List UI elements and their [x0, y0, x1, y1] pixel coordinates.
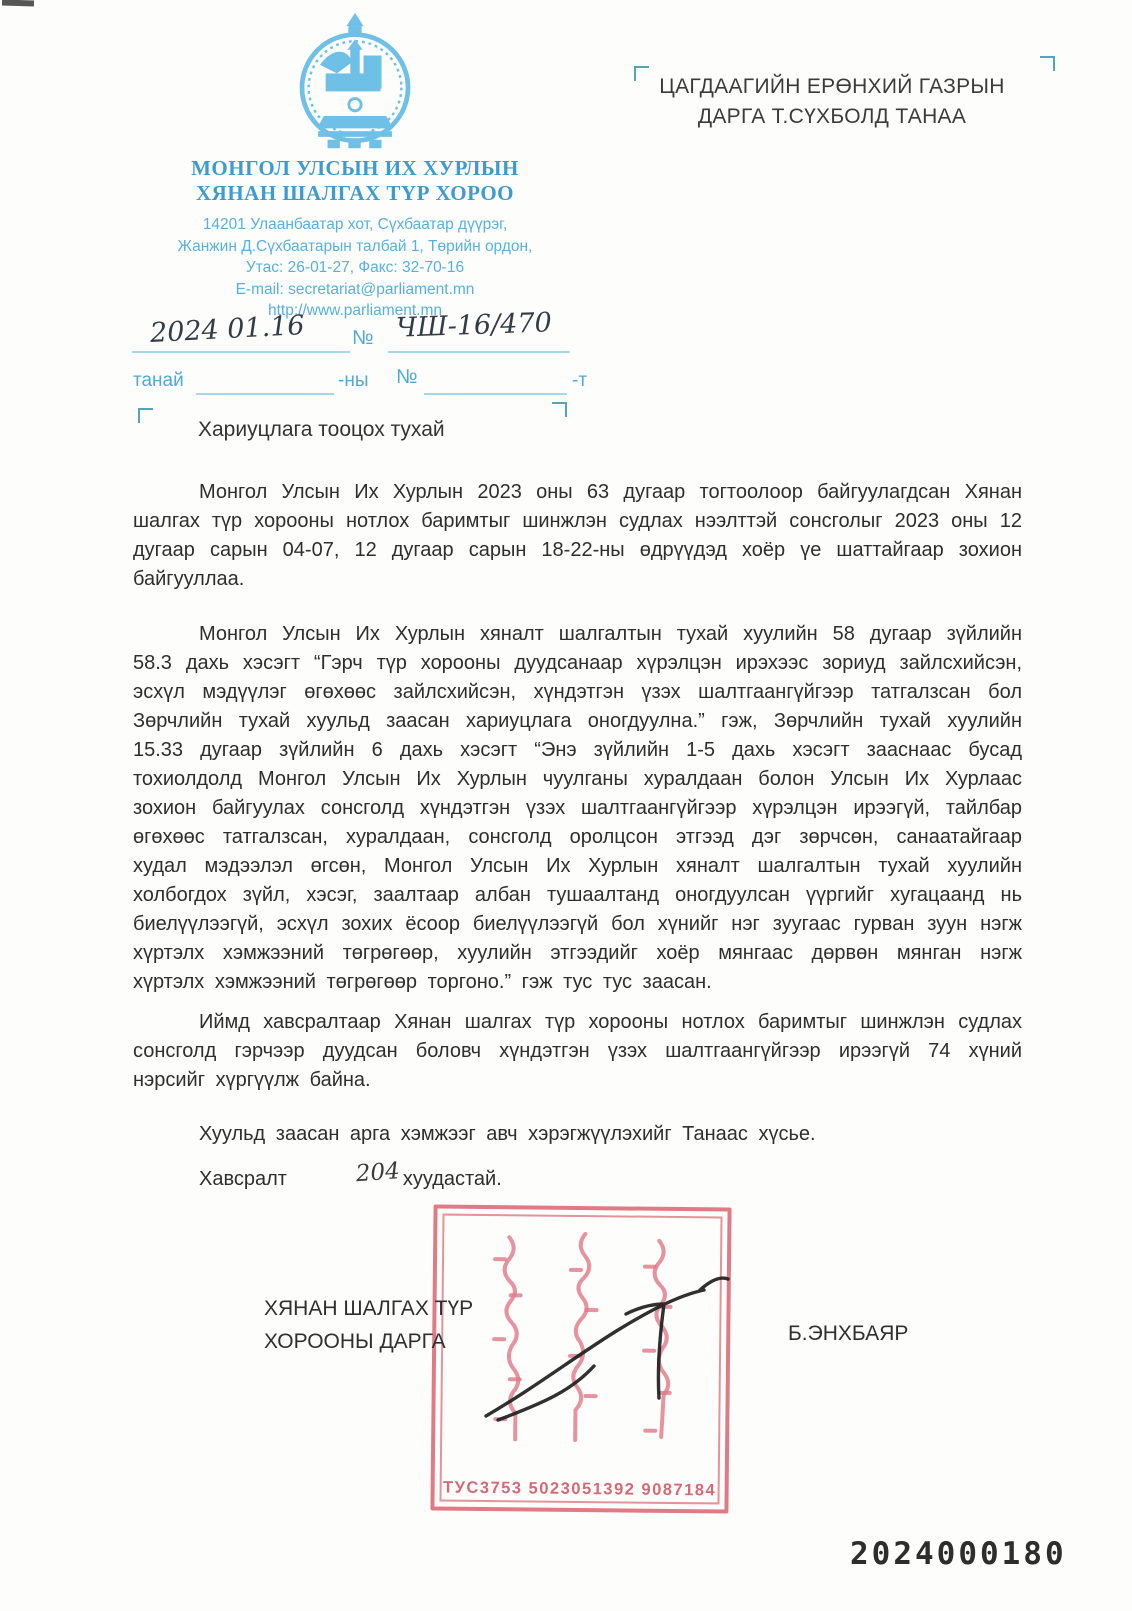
- handwritten-page-count: 204: [354, 1158, 401, 1188]
- subject-bracket-left-icon: [138, 408, 153, 423]
- number-sign-2: №: [396, 366, 418, 388]
- recipient-bracket-right-icon: [1040, 56, 1055, 71]
- body-paragraph-3: Иймд хавсралтаар Хянан шалгах түр хорооны нотлох баримтыг шинжлэн судлах сонсголд гэрчээр дуудсан боловч хүндэтгэн үзэх шалтгаангүйгээр ирээгүй 74 хүний нэрсийг хүргүүлж байна.: [133, 1011, 1022, 1091]
- subject-line: Хариуцлага тооцох тухай: [198, 418, 445, 441]
- your-blank-line: [196, 393, 334, 395]
- signer-title-line1: ХЯНАН ШАЛГАХ ТҮР: [264, 1297, 474, 1320]
- parliament-emblem-icon: [284, 10, 426, 152]
- number-blank-line: [424, 393, 567, 395]
- signer-name: Б.ЭНХБАЯР: [788, 1322, 909, 1345]
- stamp-serial-number: ТУС3753 5023051392 9087184: [442, 1478, 717, 1500]
- address-line2: Жанжин Д.Сүхбаатарын талбай 1, Төрийн ордон,: [177, 237, 533, 255]
- ref-underline: [388, 351, 570, 353]
- registration-number: 2024000180: [850, 1536, 1067, 1572]
- recipient-line2: ДАРГА Т.СҮХБОЛД ТАНАА: [697, 105, 967, 128]
- letterhead-address: [115, 214, 595, 322]
- body-paragraph-1: Монгол Улсын Их Хурлын 2023 оны 63 дугаар тогтоолоор байгуулагдсан Хянан шалгах түр хорооны нотлох баримтыг шинжлэн судлах нээлттэй сонсголыг 2023 оны 12 дугаар сарын 04-07, 12 дугаар сарын 18-22-ны өдрүүдэд хоёр үе шаттайгаар зохион байгууллаа.: [133, 481, 1022, 590]
- subject-bracket-right-icon: [552, 402, 567, 417]
- org-name-line1: МОНГОЛ УЛСЫН ИХ ХУРЛЫН: [191, 156, 519, 180]
- scan-artifact: [2, 0, 34, 7]
- date-underline: [132, 351, 350, 353]
- recipient-block: [632, 72, 1032, 132]
- signer-title-line2: ХОРООНЫ ДАРГА: [264, 1330, 446, 1353]
- handwritten-ref-number: ЧШ-16/470: [395, 307, 553, 344]
- org-name-line2: ХЯНАН ШАЛГАХ ТҮР ХОРОО: [195, 181, 514, 205]
- letterhead: [115, 10, 595, 322]
- number-sign: №: [352, 327, 374, 349]
- your-label: танай: [133, 370, 184, 391]
- attachment-line: [133, 1158, 1022, 1194]
- address-line1: 14201 Улаанбаатар хот, Сүхбаатар дүүрэг,: [202, 216, 508, 233]
- recipient-line1: ЦАГДААГИЙН ЕРӨНХИЙ ГАЗРЫН: [659, 75, 1005, 98]
- ny-label: -ны: [338, 370, 369, 391]
- email-line: E-mail: secretariat@parliament.mn: [235, 280, 475, 298]
- attachment-suffix: хуудастай.: [402, 1168, 502, 1190]
- signature-scribble-icon: [468, 1248, 738, 1428]
- body-paragraph-2: Монгол Улсын Их Хурлын хяналт шалгалтын тухай хуулийн 58 дугаар зүйлийн 58.3 дахь хэсэгт “Гэрч түр хорооны дуудсанаар хүрэлцэн ирэхээс зориуд зайлсхийсэн, эсхүл мэдүүлэг өгөхөөс зайлсхийсэн, хүндэтгэн үзэх шалтгаангүйгээр татгалзсан бол Зөрчлийн тухай хуульд заасан хариуцлага оногдуулна.” гэж, Зөрчлийн тухай хуулийн 15.33 дугаар зүйлийн 6 дахь хэсэгт “Энэ зүйлийн 1-5 дахь хэсэгт зааснаас бусад тохиолдолд Монгол Улсын Их Хурлын чуулганы хуралдаан болон Улсын Их Хурлаас зохион байгуулах сонсголд хүндэтгэн үзэх шалтгаангүйгээр хүрэлцэн ирээгүй, тайлбар өгөхөөс татгалзсан, хуралдаан, сонсголд оролцсон этгээд дэг зөрчсөн, санаатайгаар худал мэдээлэл өгсөн, Монгол Улсын Их Хурлын хяналт шалгалтын тухай хуулийн холбогдох зүйл, хэсэг, заалтаар албан тушаалтанд оногдуулсан үүргийг хугацаанд нь биелүүлээгүй, эсхүл зохих ёсоор биелүүлээгүй бол хүнийг нэг зуугаас гурван зуун нэгж хүртэлх хэмжээний төгрөгөөр, хуулийн этгээдийг хоёр мянгаас дөрвөн мянган нэгж хүртэлх хэмжээний төгрөгөөр торгоно.” гэж тус тус заасан.: [133, 623, 1022, 993]
- website-line: http://www.parliament.mn: [267, 302, 442, 319]
- handwritten-date: 2024 01.16: [149, 309, 306, 350]
- t-label: -т: [572, 370, 588, 391]
- body-paragraph-4: Хуульд заасан арга хэмжээг авч хэрэгжүүлэхийг Танаас хүсье.: [199, 1123, 816, 1145]
- address-line3: Утас: 26-01-27, Факс: 32-70-16: [245, 259, 465, 276]
- attachment-prefix: Хавсралт: [199, 1168, 287, 1190]
- signer-title: [264, 1292, 473, 1358]
